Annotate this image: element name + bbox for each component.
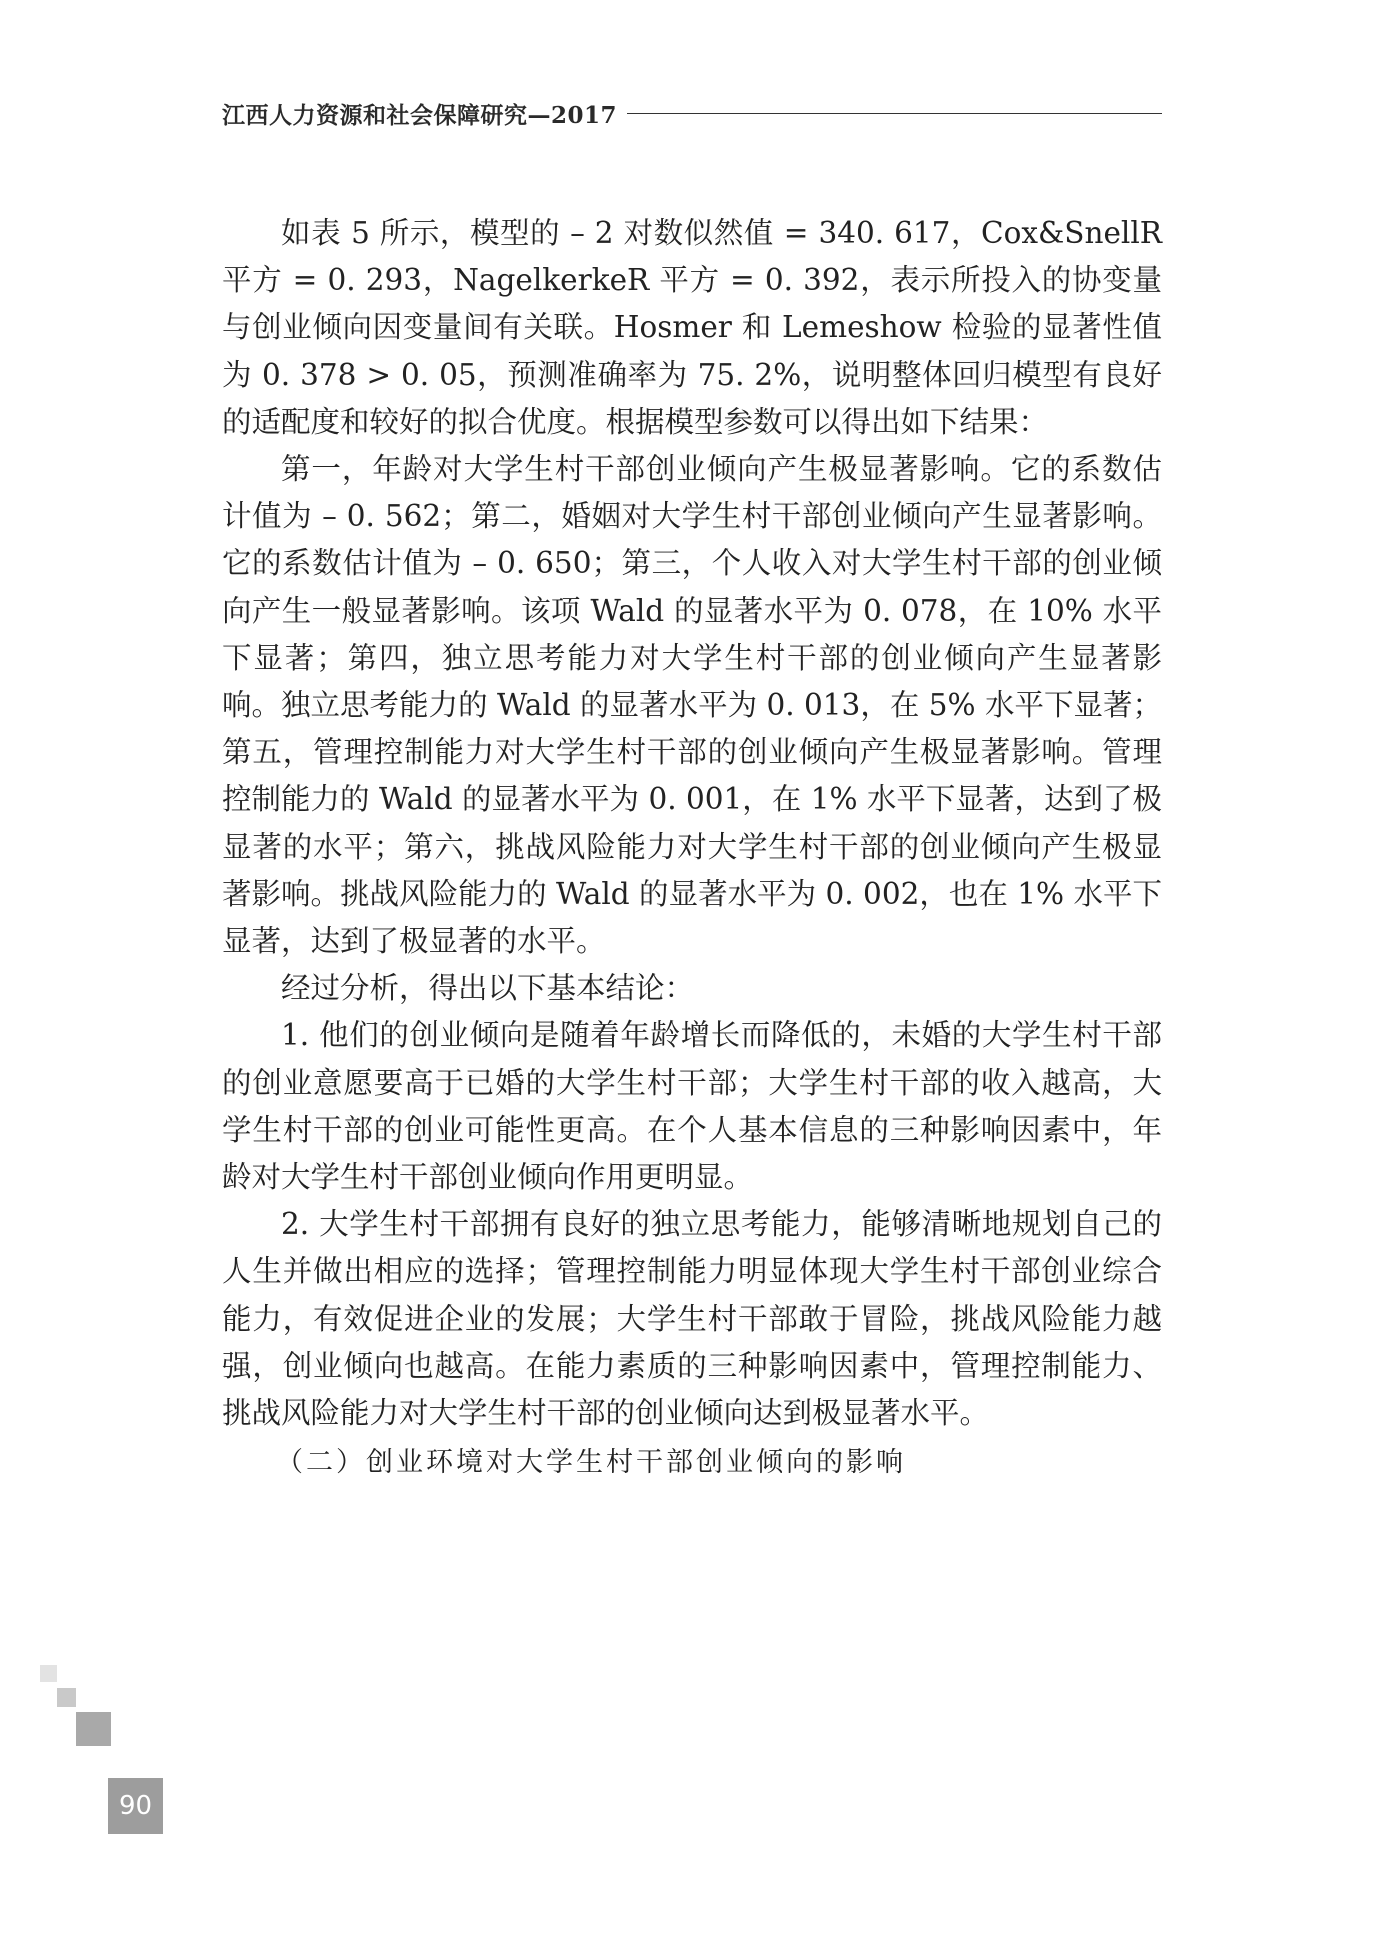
paragraph-conclusion-intro: 经过分析，得出以下基本结论： [281, 971, 695, 1006]
running-header [222, 96, 1162, 130]
page-number-box [108, 1778, 163, 1834]
section-heading: （二）创业环境对大学生村干部创业倾向的影响 [276, 1447, 906, 1479]
paragraph-results: 第一，年龄对大学生村干部创业倾向产生极显著影响。它的系数估计值为 – 0. 562；第二，婚姻对大学生村干部创业倾向产生显著影响。它的系数估计值为 – 0. 650；第三，个人收入对大学生村干部的创业倾向产生一般显著影响。该项 Wald 的显著水平为 0. 078，在 10% 水平下显著；第四，独立思考能力对大学生村干部的创业倾向产生显著影响。独立思考能力的 Wald 的显著水平为 0. 013，在 5% 水平下显著；第五，管理控制能力对大学生村干部的创业倾向产生极显著影响。管理控制能力的 Wald 的显著水平为 0. 001，在 1% 水平下显著，达到了极显著的水平；第六，挑战风险能力对大学生村干部的创业倾向产生极显著影响。挑战风险能力的 Wald 的显著水平为 0. 002，也在 1% 水平下显著，达到了极显著的水平。 [222, 452, 1162, 959]
decor-square-large [76, 1712, 111, 1746]
decor-square-medium [57, 1688, 76, 1707]
body-text [222, 210, 1162, 1486]
page-number: 90 [118, 1791, 153, 1821]
header-rule [627, 113, 1162, 114]
paragraph-model-fit: 如表 5 所示，模型的 – 2 对数似然值 = 340. 617，Cox&SnellR 平方 = 0. 293，NagelkerkeR 平方 = 0. 392，表示所投入的协变量与创业倾向因变量间有关联。Hosmer 和 Lemeshow 检验的显著性值为 0. 378 > 0. 05，预测准确率为 75. 2%，说明整体回归模型有良好的适配度和较好的拟合优度。根据模型参数可以得出如下结果： [222, 216, 1162, 439]
decor-square-small [40, 1665, 57, 1682]
corner-decoration [0, 1665, 200, 1905]
paragraph-conclusion-2: 2. 大学生村干部拥有良好的独立思考能力，能够清晰地规划自己的人生并做出相应的选择；管理控制能力明显体现大学生村干部创业综合能力，有效促进企业的发展；大学生村干部敢于冒险，挑战风险能力越强，创业倾向也越高。在能力素质的三种影响因素中，管理控制能力、挑战风险能力对大学生村干部的创业倾向达到极显著水平。 [222, 1207, 1162, 1431]
running-title: 江西人力资源和社会保障研究—2017 [222, 101, 618, 129]
paragraph-conclusion-1: 1. 他们的创业倾向是随着年龄增长而降低的，未婚的大学生村干部的创业意愿要高于已婚的大学生村干部；大学生村干部的收入越高，大学生村干部的创业可能性更高。在个人基本信息的三种影响因素中，年龄对大学生村干部创业倾向作用更明显。 [222, 1018, 1162, 1195]
